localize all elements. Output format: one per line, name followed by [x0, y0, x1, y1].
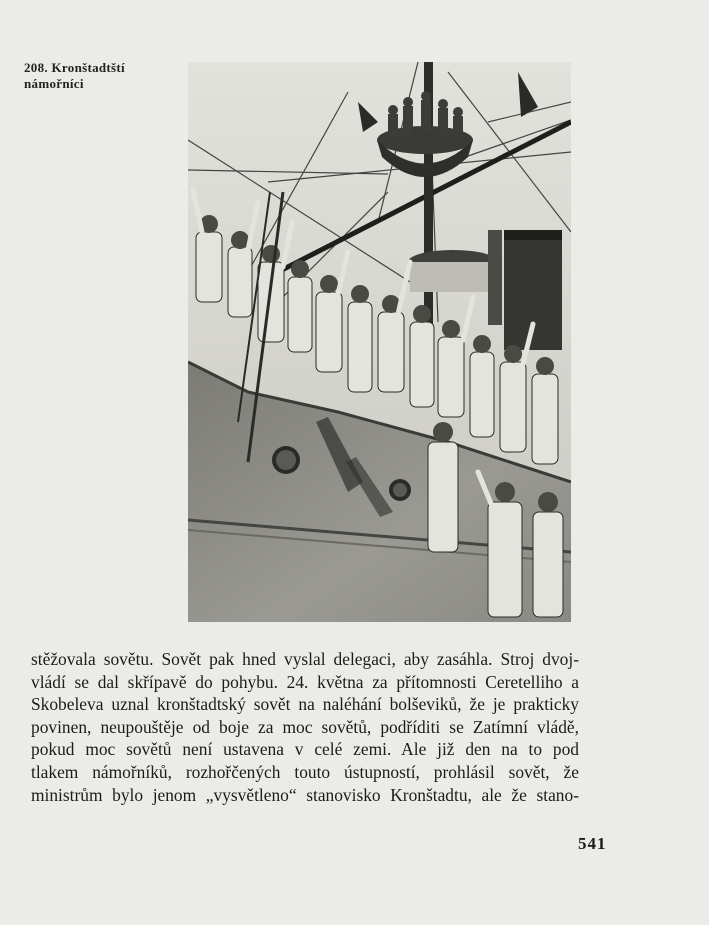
body-line-6: tlakem námořníků, rozhořčených touto ústupností, prohlásil sovět, že — [31, 761, 579, 782]
caption-title-line-2: námořníci — [24, 76, 84, 91]
body-line-4: povinen, neupouštěje od boje za moc sovětů, podříditi se Zatímní vládě, — [31, 716, 579, 737]
page-number: 541 — [578, 834, 607, 853]
body-paragraph — [31, 648, 579, 806]
body-line-5: pokud moc sovětů není ustavena v celé zemi. Ale již den na to pod — [31, 739, 579, 760]
figure-caption — [24, 60, 125, 92]
photo-illustration — [188, 62, 571, 622]
figure-number: 208. — [24, 60, 48, 75]
body-line-2: vládí se dal skřípavě do pohybu. 24. května za přítomnosti Ceretelliho a — [31, 671, 579, 692]
sailors-photograph — [188, 62, 571, 622]
body-line-1: stěžovala sovětu. Sovět pak hned vyslal delegaci, aby zasáhla. Stroj dvoj- — [31, 649, 579, 669]
body-line-3: Skobeleva uznal kronštadtský sovět na naléhání bolševiků, že je prakticky — [31, 694, 579, 715]
caption-title-line-1: Kronštadtští — [51, 60, 125, 75]
body-line-7: ministrům bylo jenom „vysvětleno“ stanovisko Kronštadtu, ale že stano- — [31, 784, 579, 805]
